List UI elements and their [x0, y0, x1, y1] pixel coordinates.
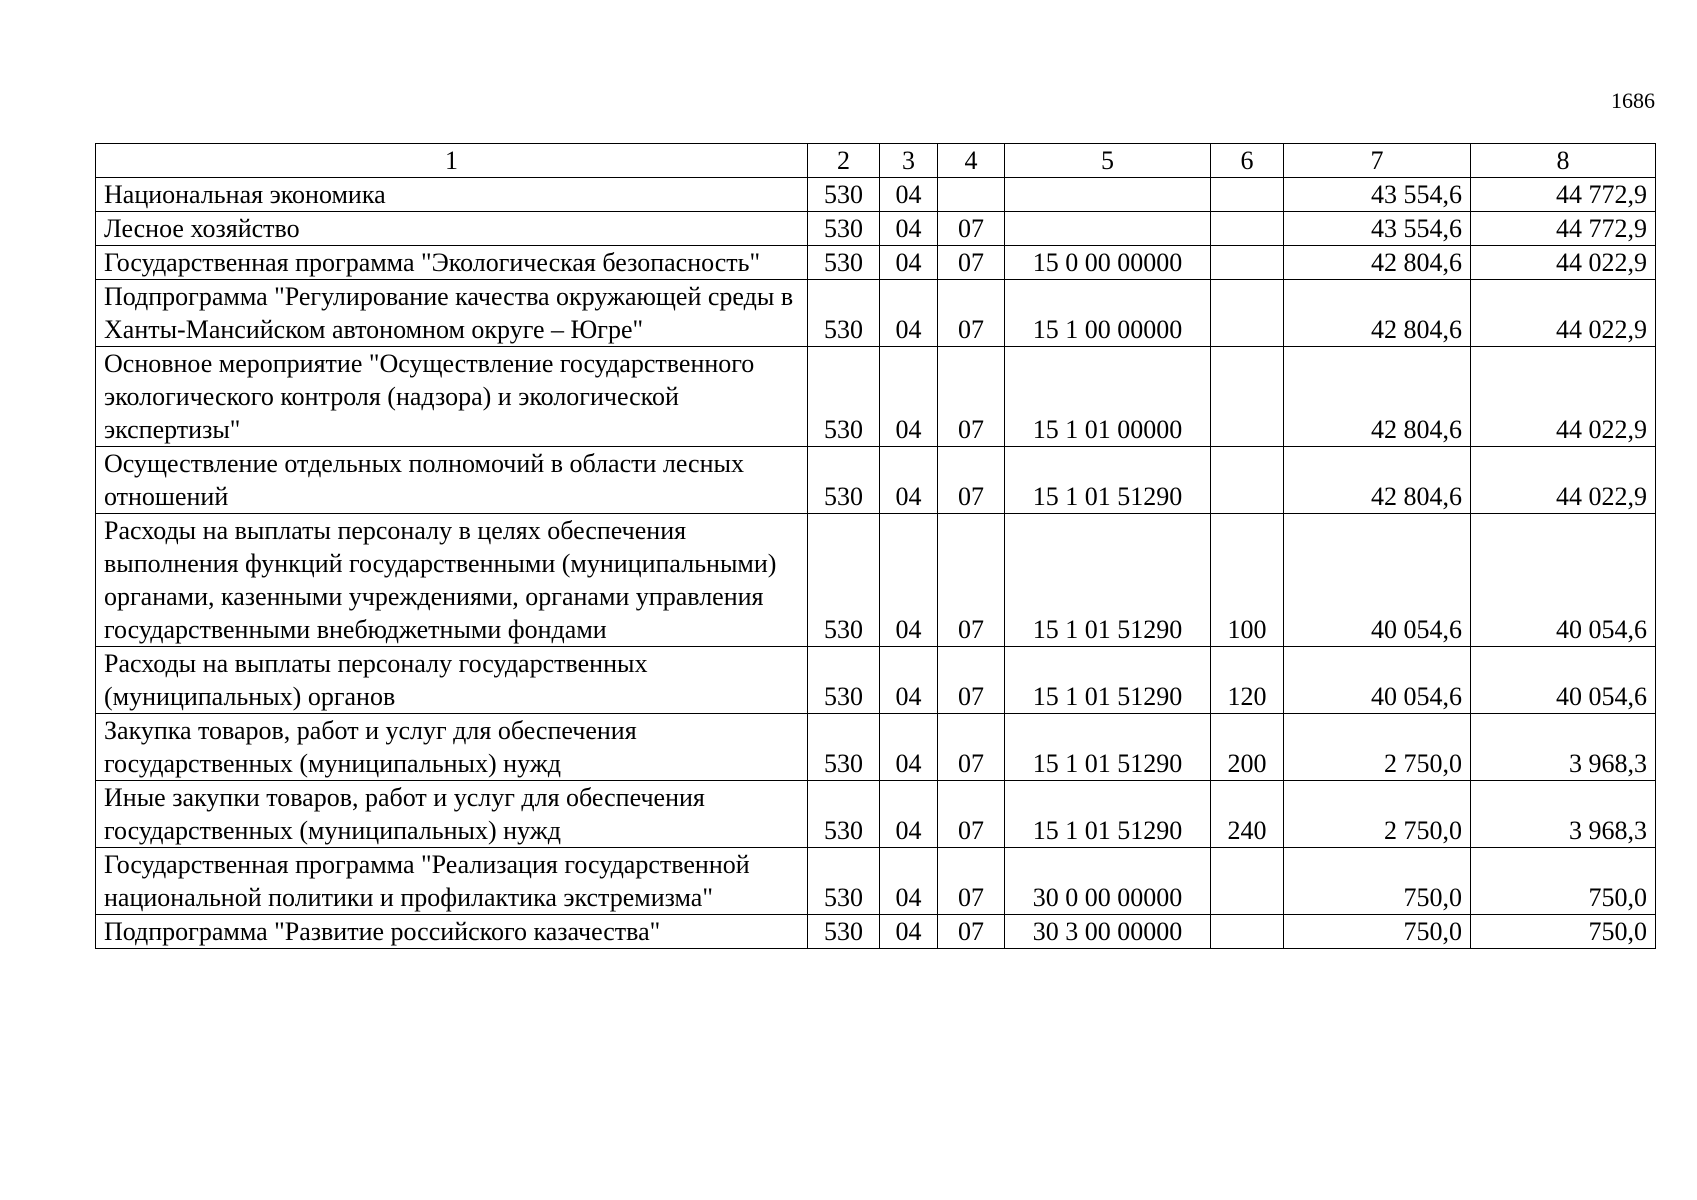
row-name-cell: Национальная экономика — [96, 178, 808, 212]
code-grbs-cell: 530 — [808, 647, 880, 714]
code-expense-type-cell — [1211, 915, 1284, 949]
code-grbs-cell: 530 — [808, 280, 880, 347]
column-header-6: 6 — [1211, 144, 1284, 178]
code-target-article-cell: 15 1 01 51290 — [1005, 647, 1211, 714]
amount-col7-cell: 42 804,6 — [1284, 246, 1471, 280]
code-target-article-cell: 15 0 00 00000 — [1005, 246, 1211, 280]
code-section-cell: 04 — [880, 848, 938, 915]
code-section-cell: 04 — [880, 781, 938, 848]
code-target-article-cell — [1005, 212, 1211, 246]
amount-col7-cell: 40 054,6 — [1284, 514, 1471, 647]
code-subsection-cell: 07 — [938, 447, 1005, 514]
row-name-cell: Расходы на выплаты персоналу в целях обеспечения выполнения функций государственными (муниципальными) органами, казенными учреждениями, органами управления государственными внебюджетными фондами — [96, 514, 808, 647]
amount-col8-cell: 3 968,3 — [1471, 781, 1656, 848]
code-expense-type-cell — [1211, 347, 1284, 447]
column-header-2: 2 — [808, 144, 880, 178]
code-expense-type-cell: 120 — [1211, 647, 1284, 714]
table-row — [96, 514, 1656, 647]
amount-col7-cell: 43 554,6 — [1284, 212, 1471, 246]
amount-col7-cell: 2 750,0 — [1284, 781, 1471, 848]
code-grbs-cell: 530 — [808, 347, 880, 447]
table-row — [96, 447, 1656, 514]
amount-col8-cell: 44 022,9 — [1471, 347, 1656, 447]
amount-col8-cell: 40 054,6 — [1471, 647, 1656, 714]
table-row — [96, 280, 1656, 347]
amount-col7-cell: 40 054,6 — [1284, 647, 1471, 714]
column-header-3: 3 — [880, 144, 938, 178]
code-section-cell: 04 — [880, 246, 938, 280]
code-subsection-cell: 07 — [938, 915, 1005, 949]
row-name-cell: Осуществление отдельных полномочий в области лесных отношений — [96, 447, 808, 514]
code-subsection-cell: 07 — [938, 647, 1005, 714]
code-expense-type-cell: 200 — [1211, 714, 1284, 781]
code-expense-type-cell: 240 — [1211, 781, 1284, 848]
amount-col8-cell: 750,0 — [1471, 848, 1656, 915]
amount-col8-cell: 3 968,3 — [1471, 714, 1656, 781]
table-row — [96, 246, 1656, 280]
code-target-article-cell: 15 1 01 51290 — [1005, 447, 1211, 514]
row-name-cell: Иные закупки товаров, работ и услуг для обеспечения государственных (муниципальных) нужд — [96, 781, 808, 848]
amount-col7-cell: 2 750,0 — [1284, 714, 1471, 781]
code-subsection-cell: 07 — [938, 714, 1005, 781]
amount-col8-cell: 44 772,9 — [1471, 212, 1656, 246]
code-grbs-cell: 530 — [808, 447, 880, 514]
code-expense-type-cell: 100 — [1211, 514, 1284, 647]
amount-col8-cell: 750,0 — [1471, 915, 1656, 949]
table-row — [96, 178, 1656, 212]
row-name-cell: Лесное хозяйство — [96, 212, 808, 246]
code-grbs-cell: 530 — [808, 915, 880, 949]
code-target-article-cell: 30 0 00 00000 — [1005, 848, 1211, 915]
row-name-cell: Закупка товаров, работ и услуг для обеспечения государственных (муниципальных) нужд — [96, 714, 808, 781]
table-row — [96, 212, 1656, 246]
row-name-cell: Государственная программа "Реализация государственной национальной политики и профилактика экстремизма" — [96, 848, 808, 915]
code-expense-type-cell — [1211, 212, 1284, 246]
amount-col8-cell: 40 054,6 — [1471, 514, 1656, 647]
code-subsection-cell: 07 — [938, 212, 1005, 246]
table-row — [96, 915, 1656, 949]
code-section-cell: 04 — [880, 714, 938, 781]
amount-col8-cell: 44 022,9 — [1471, 246, 1656, 280]
amount-col7-cell: 750,0 — [1284, 915, 1471, 949]
code-grbs-cell: 530 — [808, 178, 880, 212]
row-name-cell: Подпрограмма "Развитие российского казачества" — [96, 915, 808, 949]
row-name-cell: Государственная программа "Экологическая безопасность" — [96, 246, 808, 280]
amount-col7-cell: 42 804,6 — [1284, 447, 1471, 514]
column-header-4: 4 — [938, 144, 1005, 178]
code-grbs-cell: 530 — [808, 781, 880, 848]
code-grbs-cell: 530 — [808, 514, 880, 647]
column-header-5: 5 — [1005, 144, 1211, 178]
table-row — [96, 848, 1656, 915]
code-subsection-cell: 07 — [938, 246, 1005, 280]
code-subsection-cell: 07 — [938, 280, 1005, 347]
budget-table — [95, 143, 1656, 949]
code-subsection-cell: 07 — [938, 848, 1005, 915]
code-grbs-cell: 530 — [808, 848, 880, 915]
code-section-cell: 04 — [880, 647, 938, 714]
code-subsection-cell: 07 — [938, 347, 1005, 447]
code-subsection-cell — [938, 178, 1005, 212]
amount-col8-cell: 44 022,9 — [1471, 280, 1656, 347]
code-expense-type-cell — [1211, 848, 1284, 915]
amount-col7-cell: 43 554,6 — [1284, 178, 1471, 212]
amount-col7-cell: 42 804,6 — [1284, 347, 1471, 447]
amount-col8-cell: 44 022,9 — [1471, 447, 1656, 514]
code-target-article-cell: 15 1 00 00000 — [1005, 280, 1211, 347]
code-section-cell: 04 — [880, 178, 938, 212]
code-section-cell: 04 — [880, 915, 938, 949]
code-target-article-cell: 15 1 01 00000 — [1005, 347, 1211, 447]
code-grbs-cell: 530 — [808, 714, 880, 781]
amount-col7-cell: 750,0 — [1284, 848, 1471, 915]
row-name-cell: Подпрограмма "Регулирование качества окружающей среды в Ханты-Мансийском автономном округе – Югре" — [96, 280, 808, 347]
column-header-8: 8 — [1471, 144, 1656, 178]
table-header-row — [96, 144, 1656, 178]
page-number: 1686 — [1611, 88, 1655, 113]
code-expense-type-cell — [1211, 447, 1284, 514]
table-body — [96, 178, 1656, 949]
code-target-article-cell: 15 1 01 51290 — [1005, 714, 1211, 781]
code-grbs-cell: 530 — [808, 212, 880, 246]
amount-col7-cell: 42 804,6 — [1284, 280, 1471, 347]
code-expense-type-cell — [1211, 280, 1284, 347]
code-expense-type-cell — [1211, 246, 1284, 280]
code-section-cell: 04 — [880, 514, 938, 647]
code-target-article-cell — [1005, 178, 1211, 212]
code-section-cell: 04 — [880, 212, 938, 246]
table-row — [96, 347, 1656, 447]
table-row — [96, 714, 1656, 781]
code-section-cell: 04 — [880, 280, 938, 347]
amount-col8-cell: 44 772,9 — [1471, 178, 1656, 212]
row-name-cell: Основное мероприятие "Осуществление государственного экологического контроля (надзора) и экологической экспертизы" — [96, 347, 808, 447]
code-target-article-cell: 15 1 01 51290 — [1005, 514, 1211, 647]
code-grbs-cell: 530 — [808, 246, 880, 280]
code-subsection-cell: 07 — [938, 514, 1005, 647]
table-row — [96, 781, 1656, 848]
code-expense-type-cell — [1211, 178, 1284, 212]
code-target-article-cell: 30 3 00 00000 — [1005, 915, 1211, 949]
code-section-cell: 04 — [880, 347, 938, 447]
column-header-1: 1 — [96, 144, 808, 178]
code-subsection-cell: 07 — [938, 781, 1005, 848]
row-name-cell: Расходы на выплаты персоналу государственных (муниципальных) органов — [96, 647, 808, 714]
column-header-7: 7 — [1284, 144, 1471, 178]
code-target-article-cell: 15 1 01 51290 — [1005, 781, 1211, 848]
table-row — [96, 647, 1656, 714]
code-section-cell: 04 — [880, 447, 938, 514]
